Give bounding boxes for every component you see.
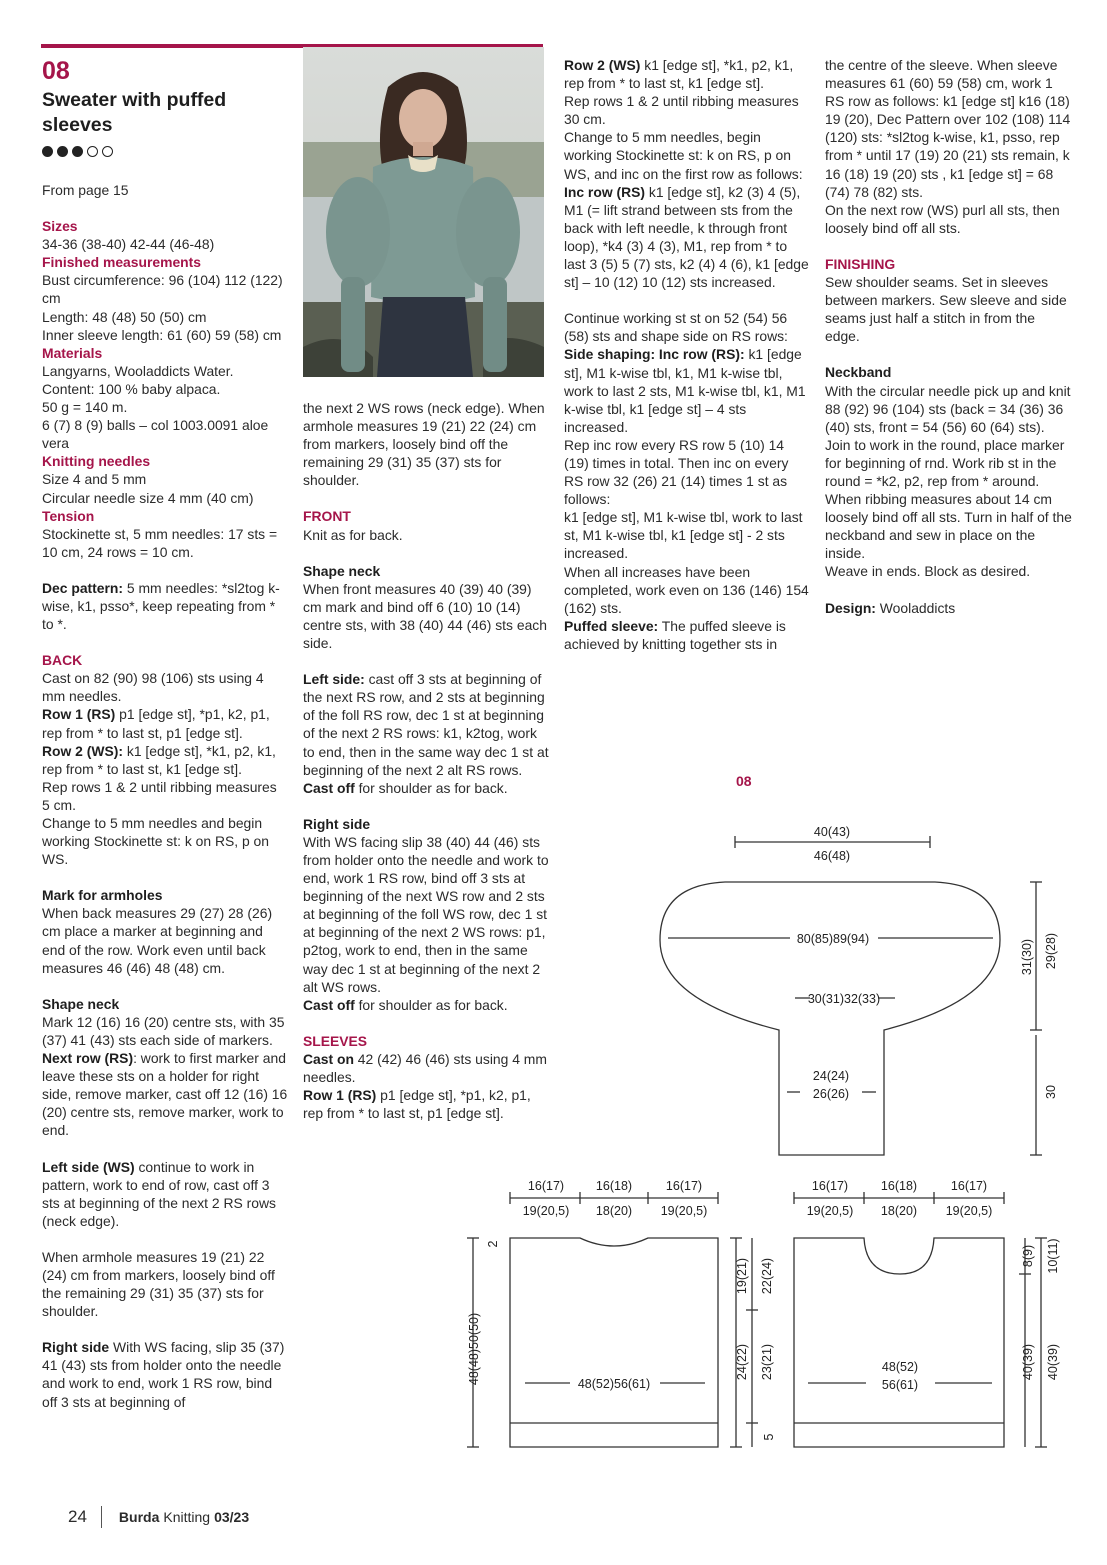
pattern-number: 08 [42,57,70,85]
pattern-title: Sweater with puffed sleeves [42,89,227,136]
back-cast-on: Cast on 82 (90) 98 (106) sts using 4 mm needles. [42,670,264,705]
front-text: Knit as for back. [303,526,403,543]
front-outline [794,1238,1004,1447]
page-number: 24 [68,1507,87,1526]
section-heading-shape-neck: Shape neck [42,995,120,1012]
puffed-sleeve-label: Puffed sleeve: [564,617,659,634]
sleeve-cuff2: 26(26) [812,1087,850,1101]
section-heading-finishing: FINISHING [825,255,896,272]
castoff-label: Cast off [303,779,355,796]
front-top2: 16(18) [880,1179,918,1193]
section-heading-front: FRONT [303,508,351,525]
front-under2: 18(20) [880,1204,918,1218]
footer-divider [101,1506,102,1528]
back-under2: 18(20) [595,1204,633,1218]
left-side-label: Left side (WS) [42,1158,135,1175]
front-left-label: Left side: [303,671,365,688]
section-heading-materials: Materials [42,344,103,361]
materials-text: Langyarns, Wooladdicts Water. Content: 100 % baby alpaca. 50 g = 140 m. 6 (7) 8 (9) balls – col 1003.0091 aloe vera [42,362,269,452]
sleeve-continued: the centre of the sleeve. When sleeve measures 61 (60) 59 (58) cm, work 1 RS row as follows: k1 [edge st] k16 (18) 19 (20), Dec Pattern over 102 (108) 114 (120) sts: *sl2tog k-wise, k1, psso, rep from * until 17 (19) 20 (21) sts remain, k 16 (18) 19 (20) sts , k1 [edge st] = 68 (74) 78 (82) sts. On the next row (WS) purl all sts, then loosely bind off all sts. [825,57,1071,236]
armholes-text: When back measures 29 (27) 28 (26) cm place a marker at beginning and end of the row. Work even until back measures 46 (46) 48 (48) cm. [42,905,273,976]
from-page: From page 15 [42,182,129,198]
tension-text: Stockinette st, 5 mm needles: 17 sts = 10 cm, 24 rows = 10 cm. [42,525,278,560]
back-height: 48(48)50(50) [467,1312,481,1386]
castoff-text: for shoulder as for back. [354,996,508,1013]
sleeve-h3: 30 [1044,1085,1058,1099]
back-top1: 16(17) [527,1179,565,1193]
finishing-text: Sew shoulder seams. Set in sleeves between markers. Sew sleeve and side seams just half a stitch in from the edge. [825,274,1067,345]
sleeve-outline [660,882,1000,1155]
section-heading-sleeves: SLEEVES [303,1032,368,1049]
dec-pattern-label: Dec pattern: [42,579,124,596]
back-r3: 24(22) [735,1343,749,1381]
page-footer [68,1505,249,1529]
castoff-label: Cast off [303,996,355,1013]
back-continued: the next 2 WS rows (neck edge). When armhole measures 19 (21) 22 (24) cm from markers, loosely bind off the remaining 29 (31) 35 (37) sts for shoulder. [303,400,545,489]
front-under3: 19(20,5) [945,1204,993,1218]
issue-number: 03/23 [214,1509,250,1525]
front-width2: 56(61) [881,1378,919,1392]
dec-pattern-text: 5 mm needles: *sl2tog k-wise, k1, psso*, keep repeating from * to *. [42,579,280,633]
sleeves-cast-on-text: 42 (42) 46 (46) sts using 4 mm needles. [303,1050,547,1085]
back-r2: 22(24) [760,1257,774,1295]
section-heading-back: BACK [42,652,83,669]
side-shaping-text: k1 [edge st], M1 k-wise tbl, k1, M1 k-wise tbl, work to last 2 sts, M1 k-wise tbl, k1, M1 k-wise tbl, k1 [edge st] – 4 sts increased. Rep inc row every RS row 5 (10) 14 (19) times in total. Then inc on every RS row 32 (26) 21 (14) times 1 st as follows: k1 [edge st], M1 k-wise tbl, work to last st, M1 k-wise tbl, k1 [edge st] - 2 sts increased. When all increases have been completed, work even on 136 (146) 154 (162) sts. [564,346,809,616]
sleeve-h1: 31(30) [1020,938,1034,976]
back-under3: 19(20,5) [660,1204,708,1218]
sleeve-width: 80(85)89(94) [796,932,870,946]
section-heading-sizes: Sizes [42,218,78,235]
sizes-text: 34-36 (38-40) 42-44 (46-48) [42,236,215,253]
sleeves-row1-text: p1 [edge st], *p1, k2, p1, rep from * to last st, p1 [edge st]. [303,1087,531,1122]
back-neck-depth: 2 [486,1240,500,1248]
back-row1-text: p1 [edge st], *p1, k2, p1, rep from * to last st, p1 [edge st]. [42,706,270,741]
front-r2: 10(11) [1046,1238,1060,1274]
section-heading-front-neck: Shape neck [303,562,381,579]
design-label: Design: [825,599,876,616]
inc-row-label: Inc row (RS) [564,183,646,200]
section-heading-tension: Tension [42,507,95,524]
back-under1: 19(20,5) [522,1204,570,1218]
back-r1: 19(21) [735,1257,749,1295]
next-row-text: : work to first marker and leave these sts on a holder for right side, remove marker, cast off 12 (16) 16 (20) centre sts, remove marker, work to end. [42,1050,288,1139]
right-side-label: Right side [42,1339,110,1356]
back-rib: 5 [762,1433,776,1441]
back-width: 48(52)56(61) [577,1377,651,1391]
section-heading-neckband: Neckband [825,364,892,381]
back-r4: 23(21) [760,1343,774,1381]
castoff-text: for shoulder as for back. [354,779,508,796]
sleeve-h2: 29(28) [1044,932,1058,970]
back-top2: 16(18) [595,1179,633,1193]
side-shaping-label: Side shaping: Inc row (RS): [564,346,745,363]
front-left-text: cast off 3 sts at beginning of the next RS row, and 2 sts at beginning of the foll RS row, dec 1 st at beginning of the next 2 RS rows: k1, k2tog, work to end, then in the same way dec 1 st at beginning of the next 2 alt RS rows. [303,671,549,778]
section-heading-armholes: Mark for armholes [42,887,163,904]
sleeves-row1-label: Row 1 (RS) [303,1087,377,1104]
sleeves-row2-text: k1 [edge st], *k1, p2, k1, rep from * to last st, k1 [edge st]. Rep rows 1 & 2 until ribbing measures 30 cm. Change to 5 mm needles, begin working Stockinette st: k on RS, p on WS, and inc on the first row as follows: [564,57,803,182]
section-heading-needles: Knitting needles [42,453,151,470]
right-side-text: With WS facing, slip 35 (37) 41 (43) sts from holder onto the needle and work to end, work 1 RS row, bind off 3 sts at beginning of [42,1339,285,1410]
back-row2-text: k1 [edge st], *k1, p2, k1, rep from * to last st, k1 [edge st]. Rep rows 1 & 2 until ribbing measures 5 cm. Change to 5 mm needles and begin working Stockinette st: k on RS, p on WS. [42,742,277,868]
sleeve-top2: 46(48) [813,849,851,863]
back-outline [510,1238,718,1447]
sleeve-lower: 30(31)32(33) [807,992,881,1006]
diagram-title: 08 [736,773,752,789]
sleeve-cuff1: 24(24) [812,1069,850,1083]
back-row2-label: Row 2 (WS): [42,742,124,759]
front-r1: 8(9) [1021,1244,1035,1268]
left-side-text: continue to work in pattern, work to end of row, cast off 3 sts at beginning of the next 2 RS rows (neck edge). [42,1158,276,1229]
front-r3: 40(39) [1021,1343,1035,1381]
front-r4: 40(39) [1046,1343,1060,1381]
front-neck-text: When front measures 40 (39) 40 (39) cm mark and bind off 6 (10) 10 (14) centre sts, with 38 (40) 44 (46) sts each side. [303,580,547,652]
finished-text: Bust circumference: 96 (104) 112 (122) cm Length: 48 (48) 50 (50) cm Inner sleeve length: 61 (60) 59 (58) cm [42,272,283,343]
magazine-name: Knitting [163,1509,211,1525]
next-row-label: Next row (RS) [42,1050,134,1067]
front-width1: 48(52) [881,1360,919,1374]
inc-row-text: k1 [edge st], k2 (3) 4 (5), M1 (= lift strand between sts from the back with left needle, k through front loop), *k4 (3) 4 (3), M1, rep from * to last 3 (5) 5 (7) sts, k2 (4) 4 (6), k1 [edge st] – 10 (12) 10 (12) sts increased. [564,183,809,291]
puffed-sleeve-text: The puffed sleeve is achieved by knitting together sts in [564,617,786,652]
needles-text: Size 4 and 5 mm Circular needle size 4 mm (40 cm) [42,471,254,506]
section-heading-front-right: Right side [303,815,371,832]
continue-text: Continue working st st on 52 (54) 56 (58) sts and shape side on RS rows: [564,310,788,345]
brand-name: Burda [118,1509,160,1525]
front-top3: 16(17) [950,1179,988,1193]
shape-neck-text: Mark 12 (16) 16 (20) centre sts, with 35 (37) 41 (43) sts each side of markers. [42,1013,285,1048]
back-row1-label: Row 1 (RS) [42,706,116,723]
armhole-measure: When armhole measures 19 (21) 22 (24) cm from markers, loosely bind off the remaining 29 (31) 35 (37) sts for shoulder. [42,1248,275,1320]
section-heading-finished: Finished measurements [42,254,202,271]
sleeves-cast-on-label: Cast on [303,1050,354,1067]
sleeve-top1: 40(43) [813,825,851,839]
front-under1: 19(20,5) [806,1204,854,1218]
front-right-text: With WS facing slip 38 (40) 44 (46) sts from holder onto the needle and work to end, work 1 RS row, bind off 3 sts at beginning of the next WS row and 2 sts at beginning of the foll WS row, dec 1 st at beginning of the next 2 WS rows: p1, p2tog, work to end, then in the same way dec 1 st at beginning of the next 2 alt WS rows. [303,833,549,995]
design-text: Wooladdicts [875,599,956,616]
back-top3: 16(17) [665,1179,703,1193]
front-top1: 16(17) [811,1179,849,1193]
sleeves-row2-label: Row 2 (WS) [564,57,641,73]
neckband-text: With the circular needle pick up and knit 88 (92) 96 (104) sts (back = 34 (36) 36 (40) sts, front = 54 (56) 60 (64) sts). Join to work in the round, place marker for beginning of rnd. Work rib st in the round = *k2, p2, rep from * around. When ribbing measures about 14 cm loosely bind off all sts. Turn in half of the neckband and sew in place on the inside. Weave in ends. Block as desired. [825,382,1072,580]
